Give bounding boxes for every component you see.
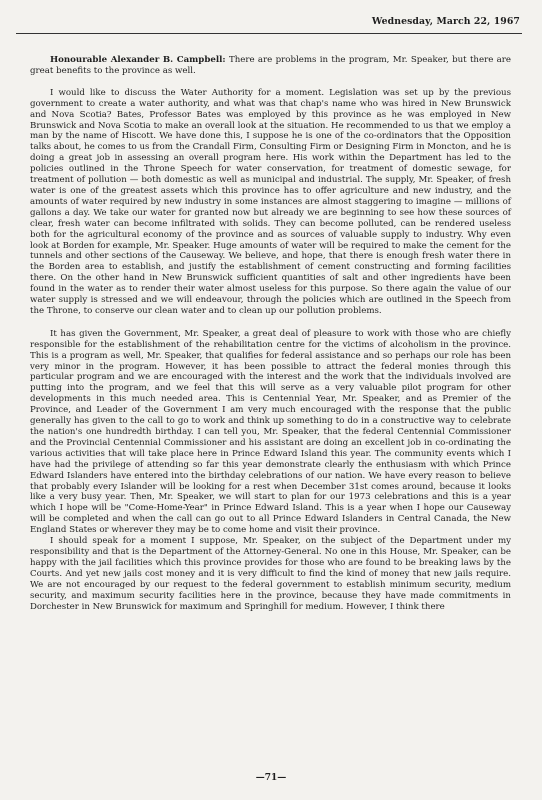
- paragraph: [30, 55, 511, 77]
- header-rule: [16, 33, 522, 34]
- page-header-date: Wednesday, March 22, 1967: [371, 16, 520, 27]
- paragraph: It has given the Government, Mr. Speaker, a great deal of pleasure to work with those who are chiefly responsible for the establishment of the rehabilitation centre for the victims of alcoholism in the province. This is a program as well, Mr. Speaker, that qualifies for federal assistance and so perhaps our role has been very minor in the program. However, it has been possible to attract the federal monies through this particular program and we are encouraged with the interest and the work that the individuals involved are putting into the program, and we feel that this will serve as a very valuable pilot program for other developments in this much needed area. This is Centennial Year, Mr. Speaker, and as Premier of the Province, and Leader of the Government I am very much encouraged with the response that the public generally has given to the call to go to work and think up something to do in a constructive way to celebrate the nation's one hundredth birthday. I can tell you, Mr. Speaker, that the federal Centennial Commissioner and the Provincial Centennial Commissioner and his assistant are doing an excellent job in co-ordinating the various activities that will take place here in Prince Edward Island this year. The community events which I have had the privilege of attending so far this year demonstrate clearly the enthusiasm with which Prince Edward Islanders have entered into the birthday celebrations of our nation. We have every reason to believe that probably every Islander will be looking for a rest when December 31st comes around, because it looks like a very busy year. Then, Mr. Speaker, we will start to plan for our 1973 celebrations and this is a year which I hope will be "Come-Home-Year" in Prince Edward Island. This is a year when I hope our Causeway will be completed and when the call can go out to all Prince Edward Islanders in Central Canada, the New England States or wherever they may be to come home and visit their province.: [30, 328, 511, 536]
- document-body: [30, 55, 511, 612]
- paragraph: I would like to discuss the Water Authority for a moment. Legislation was set up by the previous government to create a water authority, and what was that chap's name who was hired in New Brunswick and Nova Scotia? Bates, Professor Bates was employed by this province as he was employed in New Brunswick and Nova Scotia to make an overall look at the situation. He recommended to us that we employ a man by the name of Hiscott. We have done this, I suppose he is one of the co-ordinators that the Opposition talks about, he comes to us from the Crandall Firm, Consulting Firm or Designing Firm in Moncton, and he is doing a great job in assessing an overall program here. His work within the Department has led to the policies outlined in the Throne Speech for water conservation, for treatment of domestic sewage, for treatment of pollution — both domestic as well as municipal and industrial. The supply, Mr. Speaker, of fresh water is one of the greatest assets which this province has to offer agriculture and new industry, and the amounts of water required by new industry in some instances are almost staggering to imagine — millions of gallons a day. We take our water for granted now but already we are beginning to see how these sources of clear, fresh water can become infiltrated with solids. They can become polluted, can be rendered useless both for the agricultural economy of the province and as sources of valuable supply to industry. Why even look at Borden for example, Mr. Speaker. Huge amounts of water will be required to make the cement for the tunnels and other sections of the Causeway. We believe, and hope, that there is enough fresh water there in the Borden area to establish, and justify the establishment of cement constructing and forming facilities there. On the other hand in New Brunswick sufficient quantities of salt and other ingredients have been found in the water as to render their water almost useless for this purpose. So there again the value of our water supply is stressed and we will endeavour, through the policies which are outlined in the Speech from the Throne, to conserve our clean water and to clean up our pollution problems.: [30, 87, 511, 316]
- page-number: —71—: [255, 773, 287, 783]
- paragraph: I should speak for a moment I suppose, Mr. Speaker, on the subject of the Department under my responsibility and that is the Department of the Attorney-General. No one in this House, Mr. Speaker, can be happy with the jail facilities which this province provides for those who are found to be breaking laws by the Courts. And yet new jails cost money and it is very difficult to find the kind of money that new jails require. We are not encouraged by our request to the federal government to establish minimum security, medium security, and maximum security facilities here in the province, because they have made commitments in Dorchester in New Brunswick for maximum and Springhill for medium. However, I think there: [30, 536, 511, 612]
- paragraph-text: There are problems in the program, Mr. Speaker, but there are great benefits to the province as well.: [30, 55, 512, 76]
- speaker-name: Honourable Alexander B. Campbell:: [50, 55, 226, 65]
